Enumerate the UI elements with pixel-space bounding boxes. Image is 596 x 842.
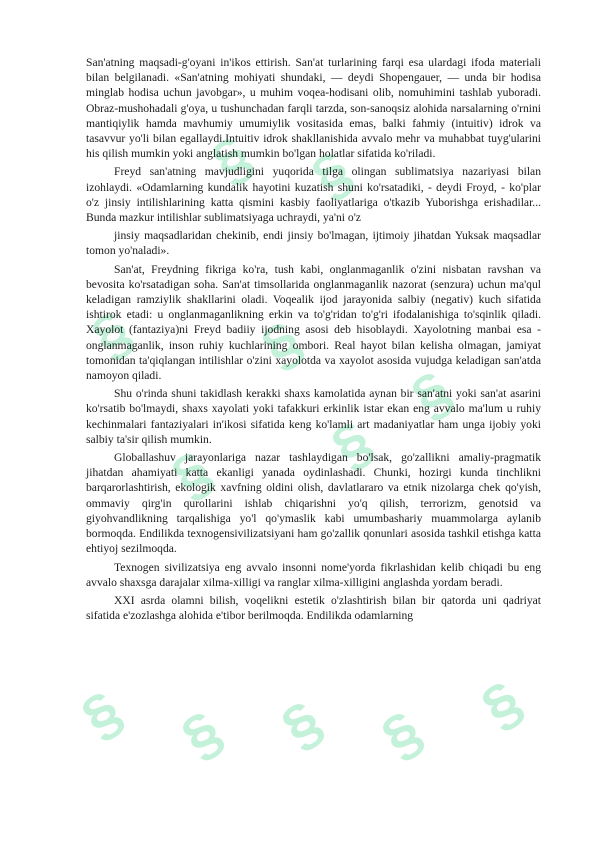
paragraph: San'atning maqsadi-g'oyani in'ikos ettirish. San'at turlarining farqi esa ulardagi ifoda materiali bilan belgilanadi. «San'atning mohiyati shundaki, — deydi Shopengauer, — unda bir hodisa minglab hodisa uchun javobgar», u muhim voqea-hodisani olib, nomuhimini tashlab yuboradi. Obraz-mushohadali g'oya, u tushunchadan farqli tarzda, son-sanoqsiz alohida narsalarning o'rnini mantiqiylik hamda mavhumiy umumiylik vositasida emas, balki fahmiy (intuitiv) idrok va tasavvur yo'li bilan egallaydi.Intuitiv idrok shakllanishida avvalo mehr va muhabbat tuyg'ularini his qilish mumkin yoki anglatish mumkin bo'lgan holatlar sifatida ko'riladi. [86, 56, 541, 161]
paragraph: Texnogen sivilizatsiya eng avvalo insonni nome'yorda fikrlashidan kelib chiqadi bu eng avvalo shaxsga darajalar xilma-xilligi va ranglar xilma-xilligini anglashda yordam beradi. [86, 560, 541, 589]
paragraph: San'at, Freydning fikriga ko'ra, tush kabi, onglanmaganlik o'zini nisbatan ravshan va bevosita ko'rsatadigan soha. San'at timsollarida onglanmaganlik nazorat (senzura) uchun ma'qul keladigan ramziylik shakllarini oladi. Voqealik ijod jarayonida salbiy (negativ) kuch sifatida ishtirok etadi: u onglanmaganlikning erkin va to'g'ridan to'g'ri ifodalanishiga to'sqinlik qiladi. Xayolot (fantaziya)ni Freyd badiiy ijodning asosi deb hisoblaydi. Xayolotning manbai esa - onglanmaganlik, inson ruhiy kuchlarining ombori. Real hayot bilan kelisha olmagan, jamiyat tomonidan ta'qiqlangan intilishlar o'zini xayolotda va xayolot asosida vujudga keladigan san'atda namoyon qiladi. [86, 262, 541, 383]
watermark-glyph [270, 689, 334, 761]
watermark-glyph [470, 669, 534, 741]
svg-text:§: § [80, 298, 144, 371]
paragraph: Shu o'rinda shuni takidlash kerakki shaxs kamolatida aynan bir san'atni yoki san'at asarini ko'rsatib bo'lmaydi, shaxs xayolati yoki tafakkuri erkinlik istar ekan eng avvalo ma'lum u ruhiy kechinmalari fantaziyalari in'ikosi sifatida keng ko'lamli art madaniyatlar ham unga ijobiy yoki salbiy ta'sir qilish mumkin. [86, 387, 541, 446]
paragraph: Globallashuv jarayonlariga nazar tashlaydigan bo'lsak, go'zallikni amaliy-pragmatik jihatdan ahamiyati katta ekanligi yanada oydinlashadi. Chunki, hozirgi kunda tinchlikni barqarorlashtirish, ekologik xavfning oldini olish, davlatlararo va etnik nizolarga chek qo'yish, ommaviy qirg'in qurollarini ishlab chiqarishni yo'q qilish, terrorizm, genotsid va giyohvandlikning tarqalishiga yo'l qo'ymaslik kabi umumbashariy muammolarga aylanib bormoqda. Endilikda texnogensivilizatsiyani ham go'zallik qonunlari asosida tashkil etishga katta ehtiyoj sezilmoqda. [86, 451, 541, 556]
svg-text:§: § [370, 698, 434, 771]
watermark-glyph [170, 699, 234, 771]
svg-text:§: § [170, 698, 234, 771]
watermark-glyph [370, 699, 434, 771]
paragraph: XXI asrda olamni bilish, voqelikni estetik o'zlashtirish bilan bir qatorda uni qadriyat sifatida e'zozlashga alohida e'tibor berilmoqda. Endilikda odamlarning [86, 593, 541, 623]
paragraph: jinsiy maqsadlaridan chekinib, endi jinsiy bo'lmagan, ijtimoiy jihatdan Yuksak maqsadlar tomon yo'naladi». [86, 229, 541, 258]
svg-text:§: § [300, 138, 364, 211]
svg-text:§: § [160, 438, 224, 511]
document-body [86, 55, 541, 626]
paragraph: Freyd san'atning mavjudligini yuqorida tilga olingan sublimatsiya nazariyasi bilan izohlaydi. «Odamlarning kundalik hayotini kuzatish shuni ko'rsatadiki, - deydi Froyd, - ko'plar o'z jinsiy intilishlarining katta qismini kasbiy faoliyatlariga o'tkazib Yuborishga erishadilar... Bunda mazkur intilishlar sublimatsiyaga uchraydi, ya'ni o'z [86, 165, 541, 225]
watermark-glyph [70, 679, 134, 751]
svg-text:§: § [400, 358, 464, 431]
svg-text:§: § [250, 308, 314, 381]
svg-text:§: § [270, 688, 334, 761]
svg-text:§: § [320, 408, 384, 481]
svg-text:§: § [200, 123, 264, 196]
svg-text:§: § [470, 668, 534, 741]
svg-text:§: § [70, 678, 134, 751]
